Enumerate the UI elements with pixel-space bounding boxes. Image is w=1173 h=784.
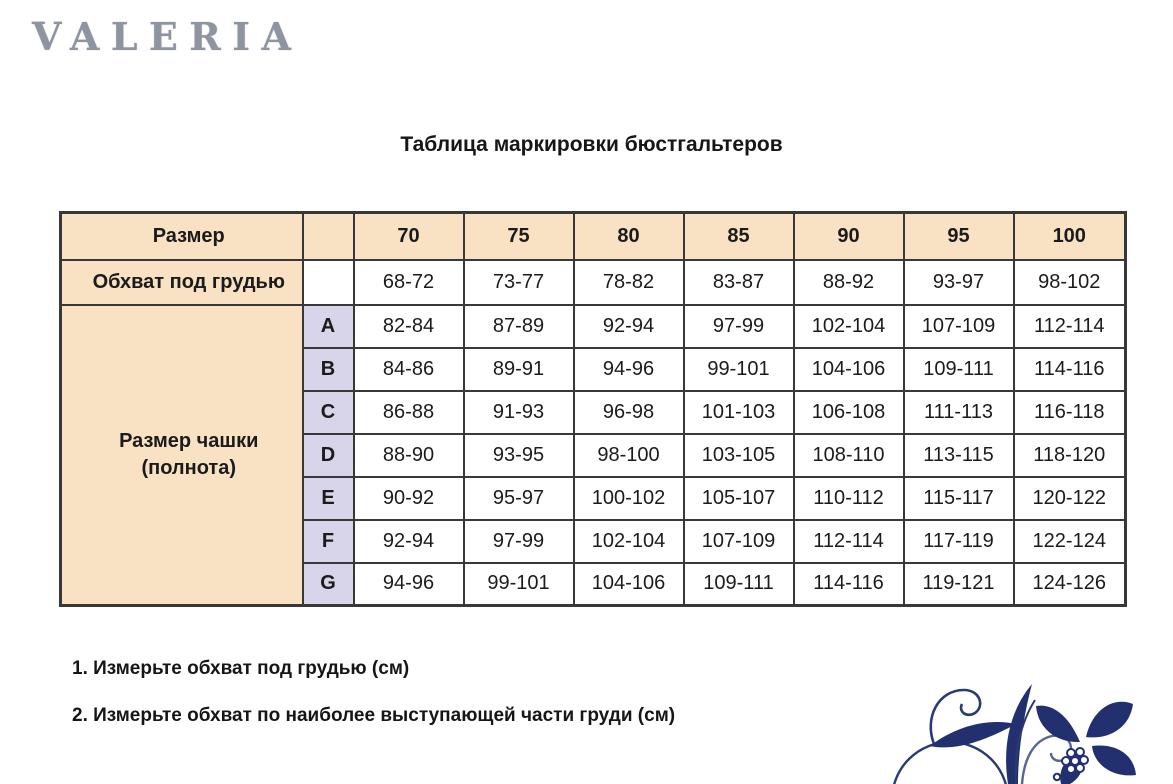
cup-letter-cell: G bbox=[303, 563, 354, 606]
table-cell: 73-77 bbox=[464, 260, 574, 305]
note-2: 2. Измерьте обхват по наиболее выступающей части груди (см) bbox=[72, 705, 676, 726]
table-cell: 97-99 bbox=[684, 305, 794, 348]
table-cell: 90-92 bbox=[354, 477, 464, 520]
table-cell: 110-112 bbox=[794, 477, 904, 520]
table-cell: 115-117 bbox=[904, 477, 1014, 520]
empty-cell bbox=[303, 260, 354, 305]
size-chart-table bbox=[59, 211, 1127, 607]
measurement-notes bbox=[72, 658, 675, 752]
table-cell: 103-105 bbox=[684, 434, 794, 477]
cup-letter-cell: C bbox=[303, 391, 354, 434]
table-cell: 94-96 bbox=[574, 348, 684, 391]
table-row-sizes bbox=[61, 213, 1126, 260]
cup-letter-cell: D bbox=[303, 434, 354, 477]
size-row-label: Размер bbox=[61, 213, 303, 260]
floral-flourish-icon bbox=[872, 654, 1140, 784]
page-title: Таблица маркировки бюстгальтеров bbox=[400, 133, 783, 156]
table-cell: 92-94 bbox=[574, 305, 684, 348]
table-cell: 116-118 bbox=[1014, 391, 1126, 434]
table-cell: 107-109 bbox=[904, 305, 1014, 348]
table-cell: 100 bbox=[1014, 213, 1126, 260]
table-cell: 82-84 bbox=[354, 305, 464, 348]
table-cell: 101-103 bbox=[684, 391, 794, 434]
table-cell: 83-87 bbox=[684, 260, 794, 305]
corner-cell bbox=[303, 213, 354, 260]
table-cell: 95-97 bbox=[464, 477, 574, 520]
table-cell: 104-106 bbox=[794, 348, 904, 391]
table-cell: 113-115 bbox=[904, 434, 1014, 477]
table-cell: 99-101 bbox=[464, 563, 574, 606]
table-cell: 120-122 bbox=[1014, 477, 1126, 520]
brand-logo: VALERIA bbox=[32, 14, 303, 59]
table-cell: 98-102 bbox=[1014, 260, 1126, 305]
table-cell: 70 bbox=[354, 213, 464, 260]
table-cell: 109-111 bbox=[684, 563, 794, 606]
table-cell: 90 bbox=[794, 213, 904, 260]
cup-letter-cell: B bbox=[303, 348, 354, 391]
table-cell: 109-111 bbox=[904, 348, 1014, 391]
table-cell: 94-96 bbox=[354, 563, 464, 606]
table-cell: 119-121 bbox=[904, 563, 1014, 606]
table-cell: 112-114 bbox=[794, 520, 904, 563]
table-cell: 85 bbox=[684, 213, 794, 260]
table-cell: 87-89 bbox=[464, 305, 574, 348]
table-cell: 89-91 bbox=[464, 348, 574, 391]
table-cell: 80 bbox=[574, 213, 684, 260]
table-cell: 75 bbox=[464, 213, 574, 260]
table-cell: 86-88 bbox=[354, 391, 464, 434]
table-row-underbust bbox=[61, 260, 1126, 305]
table-cell: 99-101 bbox=[684, 348, 794, 391]
table-cell: 114-116 bbox=[1014, 348, 1126, 391]
cup-label-line2: (полнота) bbox=[141, 456, 237, 479]
table-cell: 112-114 bbox=[1014, 305, 1126, 348]
table-cell: 114-116 bbox=[794, 563, 904, 606]
table-cell: 88-92 bbox=[794, 260, 904, 305]
table-cell: 108-110 bbox=[794, 434, 904, 477]
table-cell: 100-102 bbox=[574, 477, 684, 520]
note-1: 1. Измерьте обхват под грудью (см) bbox=[72, 658, 410, 679]
table-cell: 118-120 bbox=[1014, 434, 1126, 477]
table-row-cup-a bbox=[61, 305, 1126, 348]
table-cell: 107-109 bbox=[684, 520, 794, 563]
table-cell: 91-93 bbox=[464, 391, 574, 434]
table-cell: 88-90 bbox=[354, 434, 464, 477]
cup-letter-cell: E bbox=[303, 477, 354, 520]
table-cell: 68-72 bbox=[354, 260, 464, 305]
table-cell: 96-98 bbox=[574, 391, 684, 434]
underbust-row-label: Обхват под грудью bbox=[61, 260, 303, 305]
cup-size-label bbox=[61, 305, 303, 606]
table-cell: 117-119 bbox=[904, 520, 1014, 563]
table-cell: 93-95 bbox=[464, 434, 574, 477]
table-cell: 102-104 bbox=[794, 305, 904, 348]
table-cell: 98-100 bbox=[574, 434, 684, 477]
table-cell: 78-82 bbox=[574, 260, 684, 305]
cup-label-line1: Размер чашки bbox=[119, 429, 259, 452]
table-cell: 84-86 bbox=[354, 348, 464, 391]
table-cell: 105-107 bbox=[684, 477, 794, 520]
table-cell: 124-126 bbox=[1014, 563, 1126, 606]
table-cell: 122-124 bbox=[1014, 520, 1126, 563]
cup-letter-cell: A bbox=[303, 305, 354, 348]
table-cell: 111-113 bbox=[904, 391, 1014, 434]
table-cell: 95 bbox=[904, 213, 1014, 260]
table-cell: 93-97 bbox=[904, 260, 1014, 305]
table-cell: 102-104 bbox=[574, 520, 684, 563]
table-cell: 97-99 bbox=[464, 520, 574, 563]
cup-letter-cell: F bbox=[303, 520, 354, 563]
table-cell: 92-94 bbox=[354, 520, 464, 563]
table-cell: 106-108 bbox=[794, 391, 904, 434]
table-cell: 104-106 bbox=[574, 563, 684, 606]
